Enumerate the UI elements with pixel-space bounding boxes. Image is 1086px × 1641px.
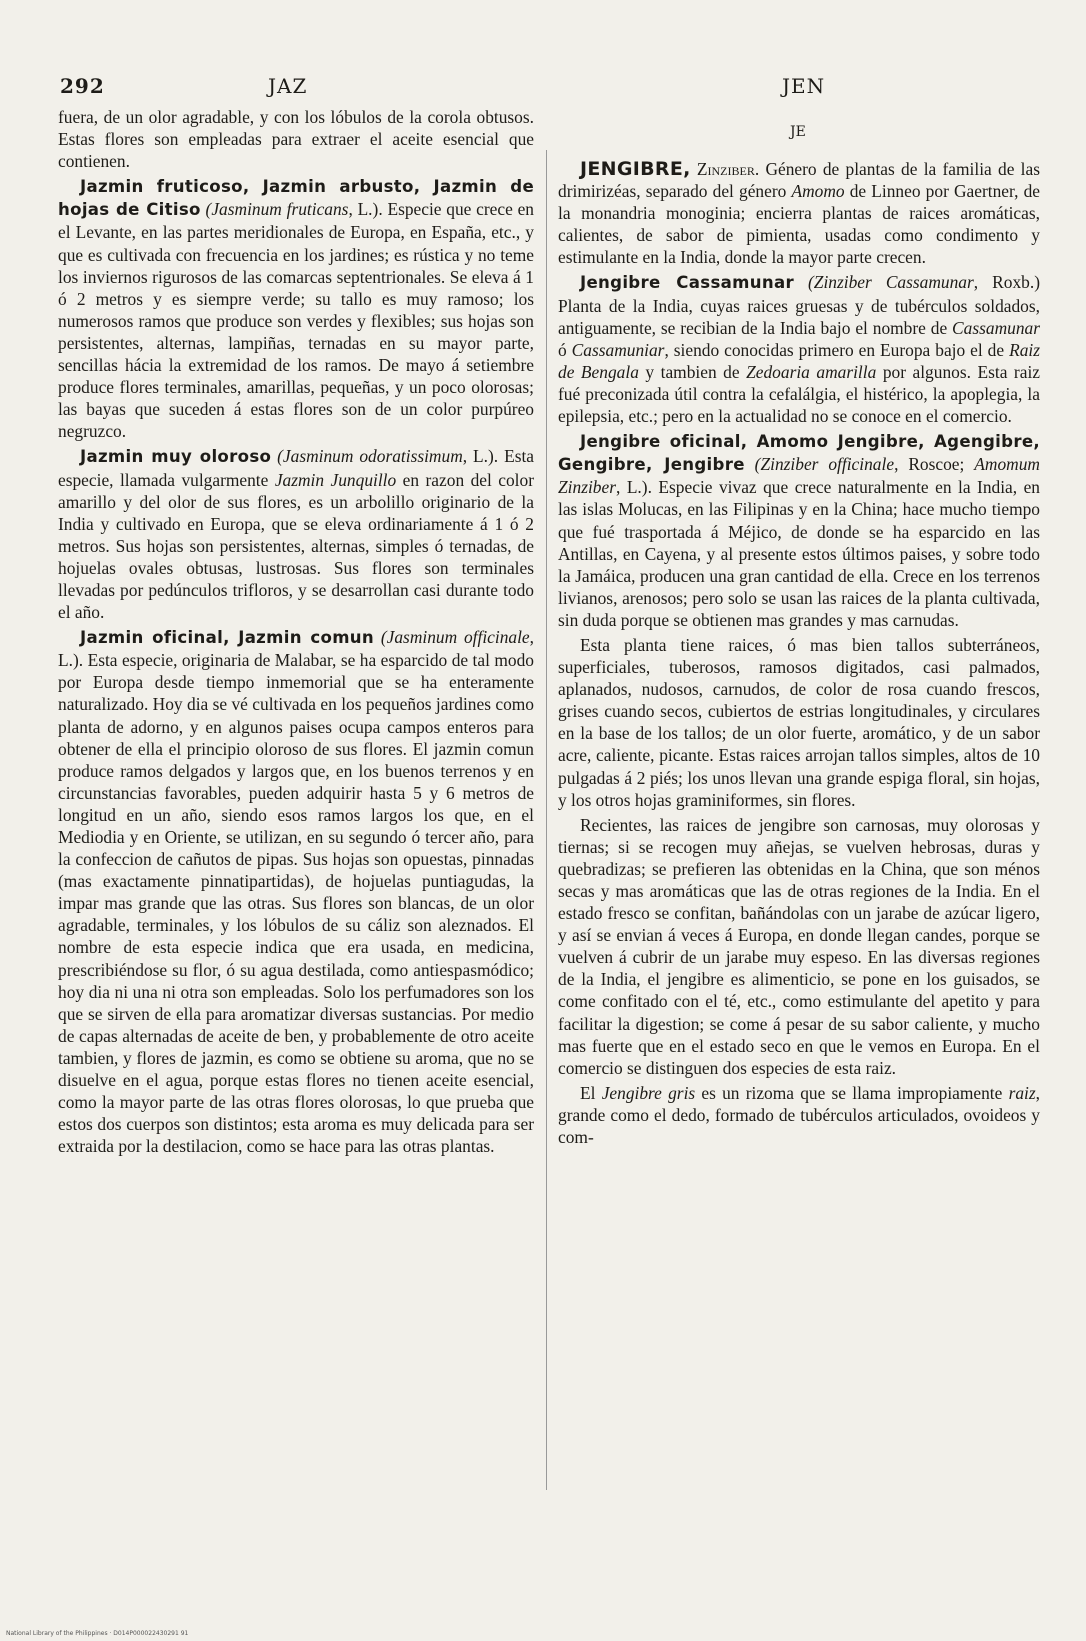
right-running-head: JEN	[782, 74, 826, 98]
headword: Jazmin muy oloroso	[80, 447, 272, 467]
page-number: 292	[60, 74, 105, 98]
entry-jengibre: JENGIBRE, Zinziber. Género de plantas de la familia de las drimirizéas, separado del género Amomo de Linneo por Gaertner, de la monandria monoginia; encierra plantas de raices aromáticas, calientes, de sabor de pimienta, usadas como condimento y estimulante en la India, donde la mayor parte crecen.	[558, 158, 1041, 268]
paragraph: fuera, de un olor agradable, y con los lóbulos de la corola obtusos. Estas flores son empleadas para extraer el aceite esencial que contienen.	[58, 107, 534, 172]
scan-footer: National Library of the Philippines · D014P000022430291 91	[6, 1630, 189, 1637]
entry-jazmin-oficinal: Jazmin oficinal, Jazmin comun (Jasminum officinale, L.). Esta especie, originaria de Malabar, se ha esparcido de tal modo por Europa desde tiempo inmemorial que se ha enteramente naturalizado. Hoy dia se vé cultivada en los pequeños jardines como planta de adorno, y en algunos paises ocupa campos enteros para obtener de ella el principio oloroso de sus flores. El jazmin comun produce ramos delgados y largos que, en los buenos terrenos y en circunstancias favorables, pueden adquirir hasta 5 y 6 metros de longitud en un año, siendo esos ramos largos los que, en el Mediodia y en Oriente, se utilizan, en su segundo ó tercer año, para la confeccion de cañutos de pipas. Sus hojas son opuestas, pinnadas (mas exactamente pinnatipartidas), de hojuelas puntiagudas, la impar mas grande que las otras. Sus flores son blancas, de un olor agradable, terminales, y los lóbulos de su cáliz son aleznados. El nombre de esta especie indica que era usada, en medicina, prescribiéndose su flor, ó su agua destilada, como antiespasmódico; hoy dia ni una ni otra son empleadas. Solo los perfumadores son los que se sirven de ella para aromatizar diversas sustancias. Por medio de capas alternadas de aceite de ben, y probablemente de otro aceite tambien, y flores de jazmin, es como se obtiene su aroma, que no se disuelve en el agua, porque estas flores no tienen aceite esencial, como la mayor parte de las otras flores olorosas, lo que prueba que estos dos cuerpos son distintos; esta aroma es muy delicada para ser extraida por la destilacion, como se hace para las otras plantas.	[58, 627, 534, 1157]
left-column	[58, 106, 534, 1157]
headword: Jengibre oficinal, Amomo Jengibre, Agengibre, Gengibre, Jengibre	[558, 432, 1040, 475]
headword: Jazmin fruticoso, Jazmin arbusto, Jazmin de hojas de Citiso	[58, 177, 534, 220]
paragraph: Recientes, las raices de jengibre son carnosas, muy olorosas y tiernas; si se recogen muy añejas, se vuelven hebrosas, duras y quebradizas; se prefieren las obtenidas en la China, que son ménos secas y mas aromáticas que las de otras regiones de la India. En el estado fresco se confitan, bañándolas con un jarabe de azúcar ligero, y así se envian á veces á Europa, en donde llegan candes, porque se vuelven á cubrir de un jarabe muy espeso. En las diversas regiones de la India, el jengibre es alimenticio, se pone en los guisados, se come confitado con el té, etc., como estimulante del apetito y para facilitar la digestion; se come á pesar de su sabor caliente, y mucho mas fuerte que en el estado seco en que le vemos en Europa. En el comercio se distinguen dos especies de esta raiz.	[558, 814, 1040, 1078]
right-column	[558, 158, 1040, 1148]
scientific-name: (Zinziber officinale	[744, 454, 895, 475]
entry-jengibre-cassamunar: Jengibre Cassamunar (Zinziber Cassamunar, Roxb.) Planta de la India, cuyas raices gruesas y de tubérculos soldados, antiguamente, se recibian de la India bajo el nombre de Cassamunar ó Cassamuniar, siendo conocidas primero en Europa bajo el de Raiz de Bengala y tambien de Zedoaria amarilla por algunos. Esta raiz fué preconizada útil contra la cefalálgia, el histérico, la apoplegia, la epilepsia, etc.; pero en la actualidad no se conoce en el comercio.	[558, 272, 1040, 427]
column-divider	[546, 150, 547, 1490]
paragraph: Esta planta tiene raices, ó mas bien tallos subterráneos, superficiales, tuberosos, ramosos digitados, casi palmados, aplanados, nudosos, carnudos, de color de rosa cuando frescos, grises cuando secos, cubiertos de estrias longitudinales, y circulares en la base de los tallos; de un olor fuerte, aromático, y de un sabor acre, caliente, picante. Estas raices arrojan tallos simples, altos de 10 pulgadas á 2 piés; los unos llevan una grande espiga floral, sin hojas, y los otros hojas graminiformes, sin flores.	[558, 634, 1040, 810]
left-running-head: JAZ	[268, 74, 308, 98]
headword: Jazmin oficinal, Jazmin comun	[80, 628, 375, 648]
paragraph: El Jengibre gris es un rizoma que se llama impropiamente raiz, grande como el dedo, formado de tubérculos articulados, ovoideos y com-	[558, 1082, 1040, 1148]
scientific-name: (Zinziber Cassamunar	[793, 272, 974, 293]
headword: Jengibre Cassamunar	[580, 273, 794, 293]
headword: JENGIBRE,	[580, 158, 691, 180]
scientific-name: (Jasminum odoratissimum	[271, 446, 463, 467]
section-marker: JE	[790, 124, 806, 140]
scientific-name: (Jasminum fruticans	[205, 199, 349, 220]
entry-jengibre-oficinal: Jengibre oficinal, Amomo Jengibre, Agengibre, Gengibre, Jengibre (Zinziber officinale, Roscoe; Amomum Zinziber, L.). Especie vivaz que crece naturalmente en la India, en las islas Molucas, en las Filipinas y en la China; hace mucho tiempo que fué trasportada á Méjico, de donde se ha esparcido en las Antillas, en Cayena, y al presente estos últimos paises, y sobre todo la Jamáica, producen una gran cantidad de ella. Crece en los terrenos livianos, arenosos; pero solo se usan las raices de la planta cultivada, sin duda porque se obtienen mas grandes y mas carnudas.	[558, 432, 1041, 630]
entry-jazmin-muy-oloroso: Jazmin muy oloroso (Jasminum odoratissimum, L.). Esta especie, llamada vulgarmente Jazmin Junquillo en razon del color amarillo y del olor de sus flores, es un arbolillo originario de la India y cultivado en Europa, que se eleva ordinariamente á 1 ó 2 metros. Sus hojas son persistentes, alternas, simples ó ternadas, de hojuelas ovales obtusas, lustrosas. Sus flores son terminales llevadas por pedúnculos trifloros, y se desarrollan casi durante todo el año.	[58, 446, 535, 623]
scientific-name: (Jasminum officinale	[380, 627, 530, 648]
entry-jazmin-fruticoso: Jazmin fruticoso, Jazmin arbusto, Jazmin de hojas de Citiso (Jasminum fruticans, L.). Especie que crece en el Levante, en las partes meridionales de Europa, en España, etc., y que es cultivada con frecuencia en los jardines; es rústica y no teme los inviernos rigurosos de las comarcas septentrionales. Se eleva á 1 ó 2 metros y es siempre verde; su tallo es muy ramoso; los numerosos ramos que produce son verdes y flexibles; sus hojas son persistentes, alternas, lampiñas, ternadas en su mayor parte, sencillas hácia la extremidad de los ramos. De mayo á setiembre produce flores terminales, amarillas, pequeñas, y un poco olorosas; las bayas que suceden á estas flores son de un color purpúreo negruzco.	[58, 177, 535, 442]
